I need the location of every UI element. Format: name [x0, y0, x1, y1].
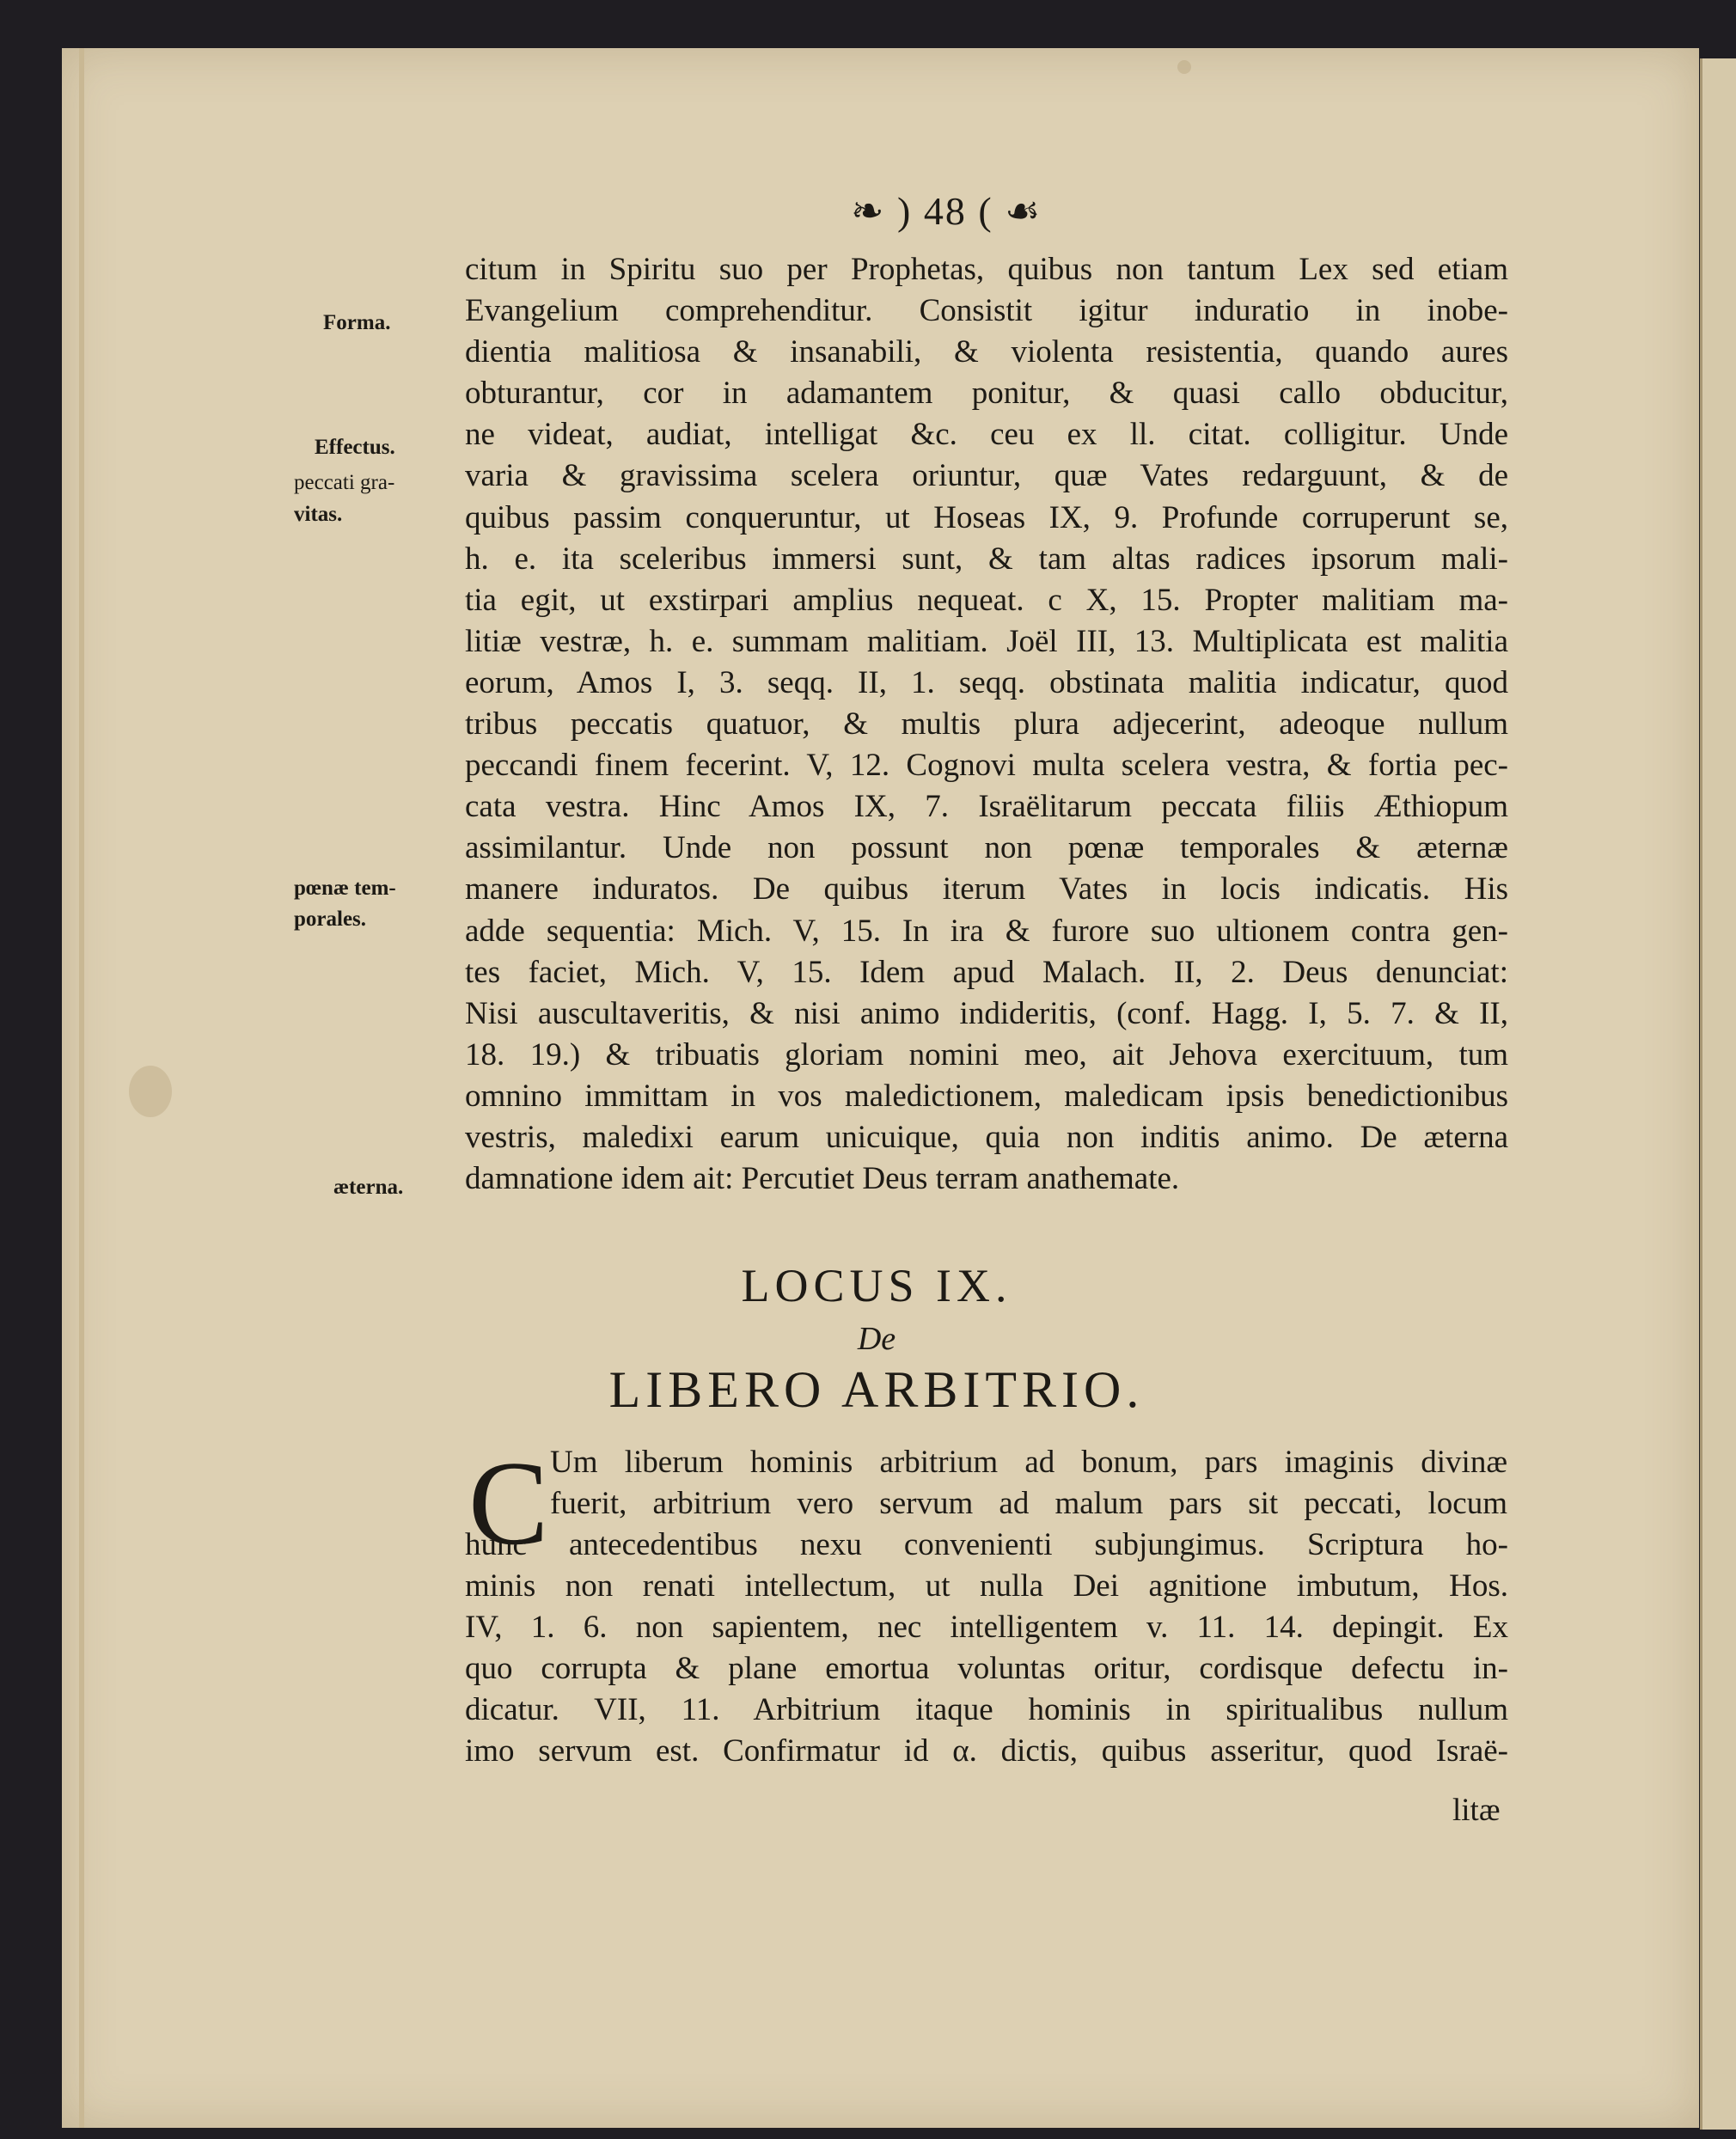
text-line: tia egit, ut exstirpari amplius nequeat. c X, 15. Propter malitiam ma- [465, 582, 1508, 618]
facing-page-edge [1700, 58, 1736, 2130]
text-line: imo servum est. Confirmatur id α. dictis, quibus asseritur, quod Israë- [465, 1733, 1508, 1769]
foxing-stain [129, 1066, 172, 1117]
margin-note: pœnæ tem- [294, 877, 396, 900]
text-line: vestris, maledixi earum unicuique, quia non inditis animo. De æterna [465, 1119, 1508, 1155]
text-line: damnatione idem ait: Percutiet Deus terram anathemate. [465, 1161, 1180, 1197]
text-line: quo corrupta & plane emortua voluntas oritur, cordisque defectu in- [465, 1651, 1508, 1687]
running-header: ❧ ) 48 ( ☙ [851, 189, 1042, 233]
catchword: litæ [1452, 1793, 1501, 1828]
section-paragraph-indented [550, 1442, 1507, 1525]
margin-note: vitas. [294, 503, 343, 526]
text-line: citum in Spiritu suo per Prophetas, quibus non tantum Lex sed etiam [465, 252, 1508, 287]
text-line: ne videat, audiat, intelligat &c. ceu ex ll. citat. colligitur. Unde [465, 417, 1508, 453]
text-line: cata vestra. Hinc Amos IX, 7. Israëlitarum peccata filiis Æthiopum [465, 789, 1508, 825]
text-line: peccandi finem fecerint. V, 12. Cognovi multa scelera vestra, & fortia pec- [465, 748, 1508, 784]
margin-note: Effectus. [315, 436, 395, 459]
section-paragraph [465, 1525, 1508, 1773]
text-line: assimilantur. Unde non possunt non pœnæ temporales & æternæ [465, 830, 1508, 866]
text-line: tribus peccatis quatuor, & multis plura adjecerint, adeoque nullum [465, 706, 1508, 743]
text-line: hunc antecedentibus nexu convenienti subjungimus. Scriptura ho- [465, 1527, 1508, 1562]
text-line: quibus passim conqueruntur, ut Hoseas IX, 9. Profunde corruperunt se, [465, 499, 1508, 535]
text-line: manere induratos. De quibus iterum Vates in locis indicatis. His [465, 871, 1508, 908]
drop-cap: C [468, 1437, 549, 1570]
margin-note: Forma. [323, 311, 391, 334]
text-line: Um liberum hominis arbitrium ad bonum, pars imaginis divinæ [550, 1445, 1507, 1480]
text-line: dicatur. VII, 11. Arbitrium itaque hominis in spiritualibus nullum [465, 1692, 1508, 1728]
text-line: dientia malitiosa & insanabili, & violenta resistentia, quando aures [465, 334, 1508, 370]
text-line: obturantur, cor in adamantem ponitur, & quasi callo obducitur, [465, 376, 1508, 412]
main-paragraph [465, 249, 1508, 1200]
text-line: tes faciet, Mich. V, 15. Idem apud Malach. II, 2. Deus denunciat: [465, 954, 1508, 990]
text-line: Nisi auscultaveritis, & nisi animo indideritis, (conf. Hagg. I, 5. 7. & II, [465, 995, 1508, 1031]
margin-note: æterna. [333, 1176, 404, 1199]
foxing-stain [1177, 60, 1191, 74]
text-line: minis non renati intellectum, ut nulla Dei agnitione imbutum, Hos. [465, 1568, 1508, 1604]
margin-note: peccati gra- [294, 471, 395, 494]
text-line: eorum, Amos I, 3. seqq. II, 1. seqq. obstinata malitia indicatur, quod [465, 664, 1508, 700]
section-title: LOCUS IX. [741, 1260, 1012, 1311]
section-subtitle: LIBERO ARBITRIO. [608, 1361, 1145, 1418]
text-line: h. e. ita sceleribus immersi sunt, & tam altas radices ipsorum mali- [465, 541, 1508, 577]
text-line: fuerit, arbitrium vero servum ad malum pars sit peccati, locum [550, 1486, 1507, 1522]
text-line: 18. 19.) & tribuatis gloriam nomini meo, ait Jehova exercituum, tum [465, 1036, 1508, 1073]
text-line: varia & gravissima scelera oriuntur, quæ Vates redarguunt, & de [465, 458, 1508, 494]
text-line: litiæ vestræ, h. e. summam malitiam. Joël III, 13. Multiplicata est malitia [465, 623, 1508, 659]
section-de: De [857, 1321, 896, 1357]
text-line: Evangelium comprehenditur. Consistit igitur induratio in inobe- [465, 293, 1508, 329]
margin-note: porales. [294, 908, 367, 931]
text-line: adde sequentia: Mich. V, 15. In ira & furore suo ultionem contra gen- [465, 913, 1508, 949]
text-line: IV, 1. 6. non sapientem, nec intelligentem v. 11. 14. depingit. Ex [465, 1610, 1508, 1646]
text-line: omnino immittam in vos maledictionem, maledicam ipsis benedictionibus [465, 1078, 1508, 1114]
page-gutter [79, 48, 84, 2128]
